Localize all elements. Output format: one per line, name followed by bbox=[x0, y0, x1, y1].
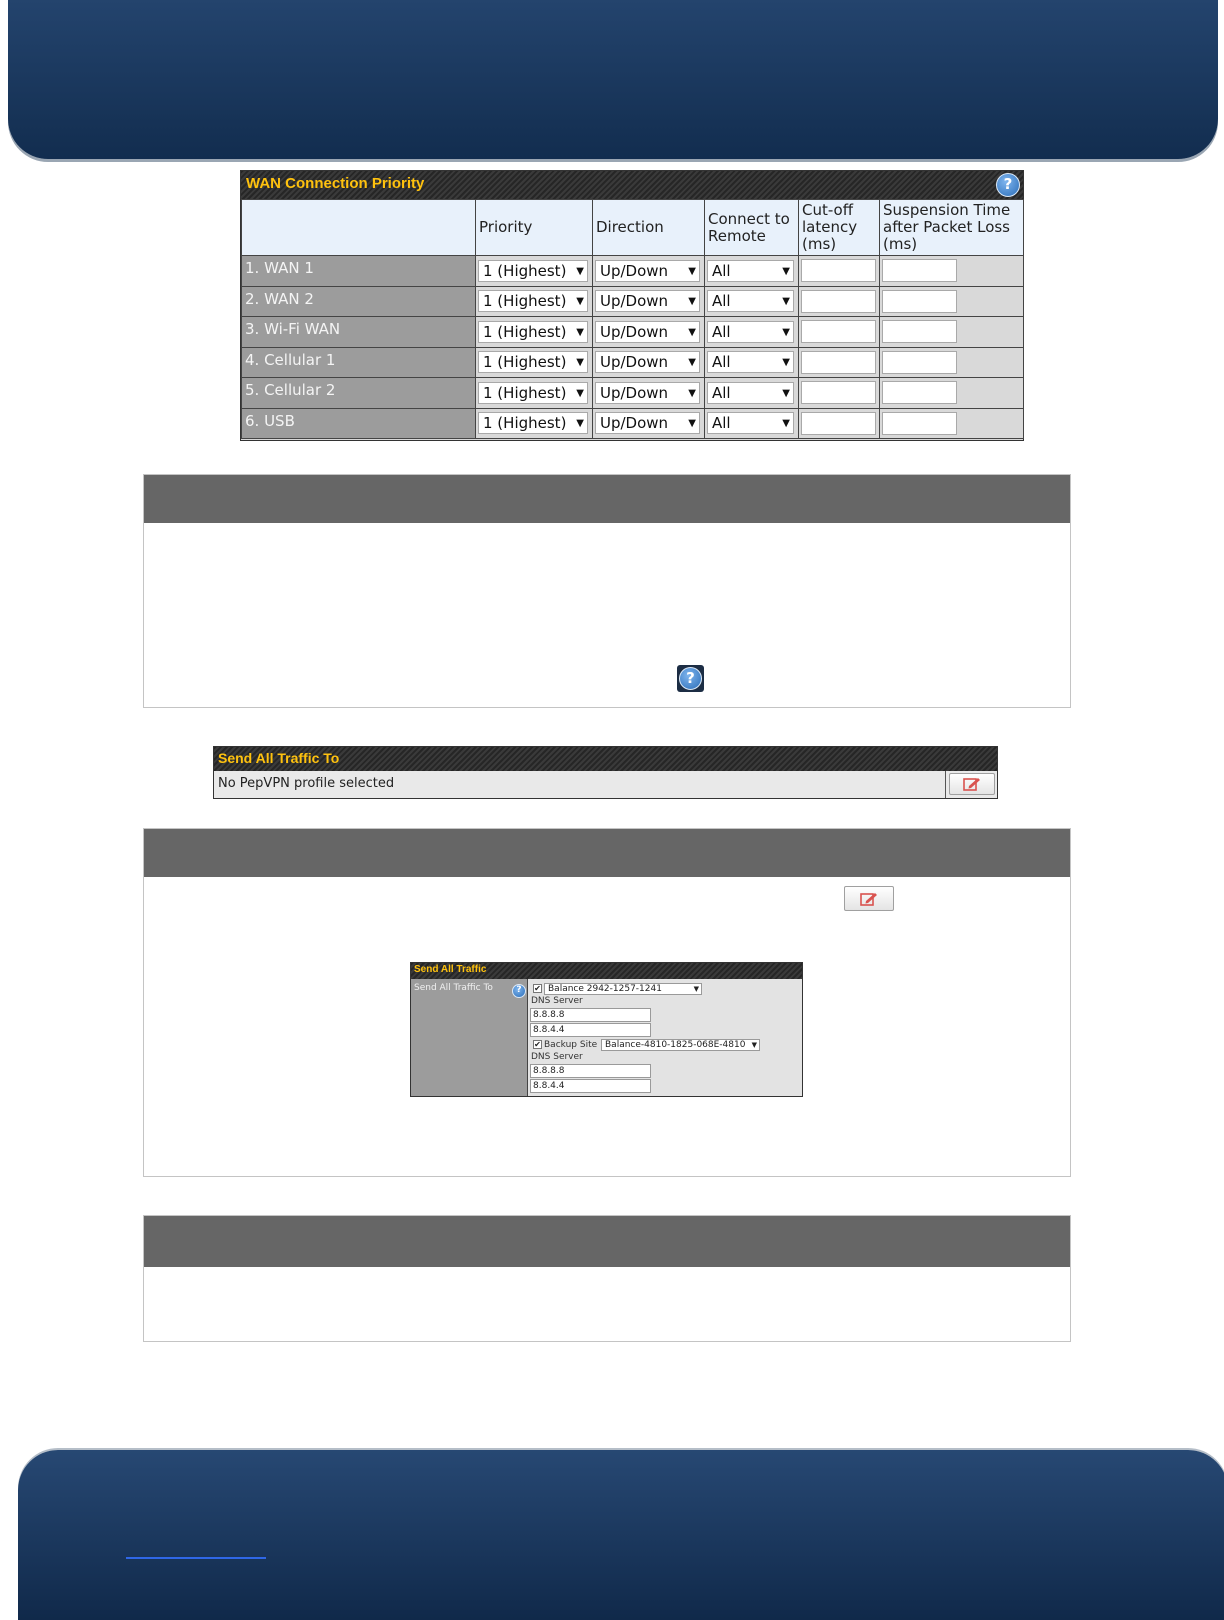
backup-dns-server-label: DNS Server bbox=[531, 1052, 583, 1062]
dropdown-arrow-icon: ▼ bbox=[576, 326, 584, 338]
dropdown-arrow-icon: ▼ bbox=[782, 326, 790, 338]
checkbox-icon: ✔ bbox=[534, 984, 541, 993]
edit-icon bbox=[860, 892, 878, 906]
inset-header bbox=[411, 963, 802, 979]
send-all-traffic-row bbox=[214, 771, 997, 798]
cutoff-latency-input[interactable] bbox=[801, 351, 876, 374]
suspension-time-input[interactable] bbox=[882, 351, 957, 374]
connect-to-remote-select[interactable] bbox=[707, 321, 794, 343]
cutoff-latency-input[interactable] bbox=[801, 412, 876, 435]
remote-value: All bbox=[712, 414, 731, 433]
suspension-time-input[interactable] bbox=[882, 320, 957, 343]
edit-icon bbox=[963, 777, 981, 791]
priority-value: 1 (Highest) bbox=[483, 353, 567, 372]
page-footer-banner bbox=[18, 1450, 1224, 1620]
backup-dns-secondary-input: 8.8.4.4 bbox=[530, 1079, 651, 1093]
column-header-suspension-time: Suspension Time after Packet Loss (ms) bbox=[880, 200, 1024, 256]
send-all-traffic-panel bbox=[213, 746, 998, 799]
connect-to-remote-select[interactable] bbox=[707, 382, 794, 404]
table-header-row bbox=[242, 200, 1024, 256]
wan-priority-table bbox=[241, 199, 1024, 439]
wan-name: 6. USB bbox=[242, 408, 476, 439]
wan-name: 1. WAN 1 bbox=[242, 256, 476, 287]
cutoff-latency-input[interactable] bbox=[801, 290, 876, 313]
connect-to-remote-select[interactable] bbox=[707, 412, 794, 434]
remote-value: All bbox=[712, 261, 731, 280]
description-box-header bbox=[144, 475, 1070, 523]
remote-value: All bbox=[712, 292, 731, 311]
priority-select[interactable] bbox=[478, 260, 588, 282]
footer-link[interactable] bbox=[126, 1557, 266, 1559]
help-icon: ? bbox=[512, 984, 526, 998]
wan-name: 5. Cellular 2 bbox=[242, 378, 476, 409]
suspension-time-input[interactable] bbox=[882, 290, 957, 313]
inset-label: Send All Traffic To bbox=[414, 983, 493, 993]
dropdown-arrow-icon: ▼ bbox=[576, 265, 584, 277]
priority-select[interactable] bbox=[478, 321, 588, 343]
dropdown-arrow-icon: ▼ bbox=[576, 418, 584, 430]
dns-primary-input: 8.8.8.8 bbox=[530, 1008, 651, 1022]
dropdown-arrow-icon: ▼ bbox=[782, 418, 790, 430]
backup-profile-select bbox=[601, 1039, 760, 1051]
dropdown-arrow-icon: ▼ bbox=[688, 387, 696, 399]
cutoff-latency-input[interactable] bbox=[801, 381, 876, 404]
dropdown-arrow-icon: ▼ bbox=[688, 326, 696, 338]
dropdown-arrow-icon: ▼ bbox=[751, 1041, 757, 1049]
wan-name: 3. Wi-Fi WAN bbox=[242, 317, 476, 348]
priority-select[interactable] bbox=[478, 290, 588, 312]
connect-to-remote-select[interactable] bbox=[707, 351, 794, 373]
direction-value: Up/Down bbox=[600, 353, 669, 372]
priority-value: 1 (Highest) bbox=[483, 383, 567, 402]
help-icon[interactable]: ? bbox=[996, 173, 1020, 197]
wan-priority-header bbox=[241, 171, 1023, 199]
inset-content bbox=[529, 979, 802, 1096]
column-header-direction: Direction bbox=[593, 200, 705, 256]
dropdown-arrow-icon: ▼ bbox=[782, 296, 790, 308]
send-all-traffic-edit-cell bbox=[945, 771, 997, 798]
edit-button-example bbox=[844, 886, 894, 911]
cutoff-latency-input[interactable] bbox=[801, 320, 876, 343]
dropdown-arrow-icon: ▼ bbox=[688, 265, 696, 277]
backup-dns-primary-input: 8.8.8.8 bbox=[530, 1064, 651, 1078]
inset-label-cell bbox=[411, 979, 528, 1096]
priority-value: 1 (Highest) bbox=[483, 292, 567, 311]
column-header-connect-to-remote: Connect to Remote bbox=[705, 200, 799, 256]
description-box bbox=[143, 474, 1071, 708]
wan-name: 4. Cellular 1 bbox=[242, 347, 476, 378]
dropdown-arrow-icon: ▼ bbox=[693, 985, 699, 993]
send-all-traffic-settings-screenshot bbox=[410, 962, 803, 1097]
profile-select bbox=[544, 983, 702, 995]
send-all-traffic-status: No PepVPN profile selected bbox=[218, 776, 395, 791]
table-row bbox=[242, 347, 1024, 378]
profile-value: Balance 2942-1257-1241 bbox=[548, 984, 662, 994]
send-all-traffic-header bbox=[214, 747, 997, 771]
priority-select[interactable] bbox=[478, 382, 588, 404]
table-row bbox=[242, 378, 1024, 409]
page-header-banner bbox=[8, 0, 1218, 159]
suspension-time-input[interactable] bbox=[882, 259, 957, 282]
dropdown-arrow-icon: ▼ bbox=[782, 265, 790, 277]
remote-value: All bbox=[712, 383, 731, 402]
table-row bbox=[242, 286, 1024, 317]
dropdown-arrow-icon: ▼ bbox=[576, 296, 584, 308]
priority-value: 1 (Highest) bbox=[483, 414, 567, 433]
priority-select[interactable] bbox=[478, 351, 588, 373]
table-row bbox=[242, 408, 1024, 439]
connect-to-remote-select[interactable] bbox=[707, 260, 794, 282]
direction-select[interactable] bbox=[595, 351, 700, 373]
note-box-header bbox=[144, 1216, 1070, 1267]
remote-value: All bbox=[712, 353, 731, 372]
checkbox-icon: ✔ bbox=[534, 1040, 541, 1049]
dns-server-label: DNS Server bbox=[531, 996, 583, 1006]
dropdown-arrow-icon: ▼ bbox=[688, 357, 696, 369]
send-all-traffic-title: Send All Traffic To bbox=[218, 750, 340, 766]
direction-select[interactable] bbox=[595, 260, 700, 282]
column-header-cutoff-latency: Cut-off latency (ms) bbox=[799, 200, 880, 256]
suspension-time-input[interactable] bbox=[882, 381, 957, 404]
priority-select[interactable] bbox=[478, 412, 588, 434]
dropdown-arrow-icon: ▼ bbox=[782, 387, 790, 399]
dns-secondary-input: 8.8.4.4 bbox=[530, 1023, 651, 1037]
dropdown-arrow-icon: ▼ bbox=[576, 387, 584, 399]
wan-connection-priority-panel bbox=[240, 170, 1024, 441]
dropdown-arrow-icon: ▼ bbox=[688, 418, 696, 430]
column-header-wan bbox=[242, 200, 476, 256]
direction-value: Up/Down bbox=[600, 414, 669, 433]
direction-select[interactable] bbox=[595, 382, 700, 404]
direction-value: Up/Down bbox=[600, 261, 669, 280]
note-box bbox=[143, 1215, 1071, 1342]
priority-value: 1 (Highest) bbox=[483, 322, 567, 341]
wan-priority-title: WAN Connection Priority bbox=[246, 175, 425, 192]
direction-value: Up/Down bbox=[600, 383, 669, 402]
column-header-priority: Priority bbox=[476, 200, 593, 256]
direction-value: Up/Down bbox=[600, 322, 669, 341]
help-icon: ? bbox=[679, 667, 702, 690]
inset-title: Send All Traffic bbox=[414, 964, 487, 975]
direction-value: Up/Down bbox=[600, 292, 669, 311]
backup-profile-value: Balance-4810-1825-068E-4810 bbox=[605, 1040, 746, 1050]
connect-to-remote-select[interactable] bbox=[707, 290, 794, 312]
dropdown-arrow-icon: ▼ bbox=[576, 357, 584, 369]
backup-site-label: Backup Site bbox=[544, 1040, 598, 1050]
wan-name: 2. WAN 2 bbox=[242, 286, 476, 317]
dropdown-arrow-icon: ▼ bbox=[688, 296, 696, 308]
direction-select[interactable] bbox=[595, 290, 700, 312]
table-row bbox=[242, 256, 1024, 287]
suspension-time-input[interactable] bbox=[882, 412, 957, 435]
table-row bbox=[242, 317, 1024, 348]
dropdown-arrow-icon: ▼ bbox=[782, 357, 790, 369]
cutoff-latency-input[interactable] bbox=[801, 259, 876, 282]
instruction-box-header bbox=[144, 829, 1070, 877]
edit-button[interactable] bbox=[949, 773, 995, 795]
priority-value: 1 (Highest) bbox=[483, 261, 567, 280]
direction-select[interactable] bbox=[595, 412, 700, 434]
direction-select[interactable] bbox=[595, 321, 700, 343]
remote-value: All bbox=[712, 322, 731, 341]
help-icon-example bbox=[677, 665, 704, 692]
